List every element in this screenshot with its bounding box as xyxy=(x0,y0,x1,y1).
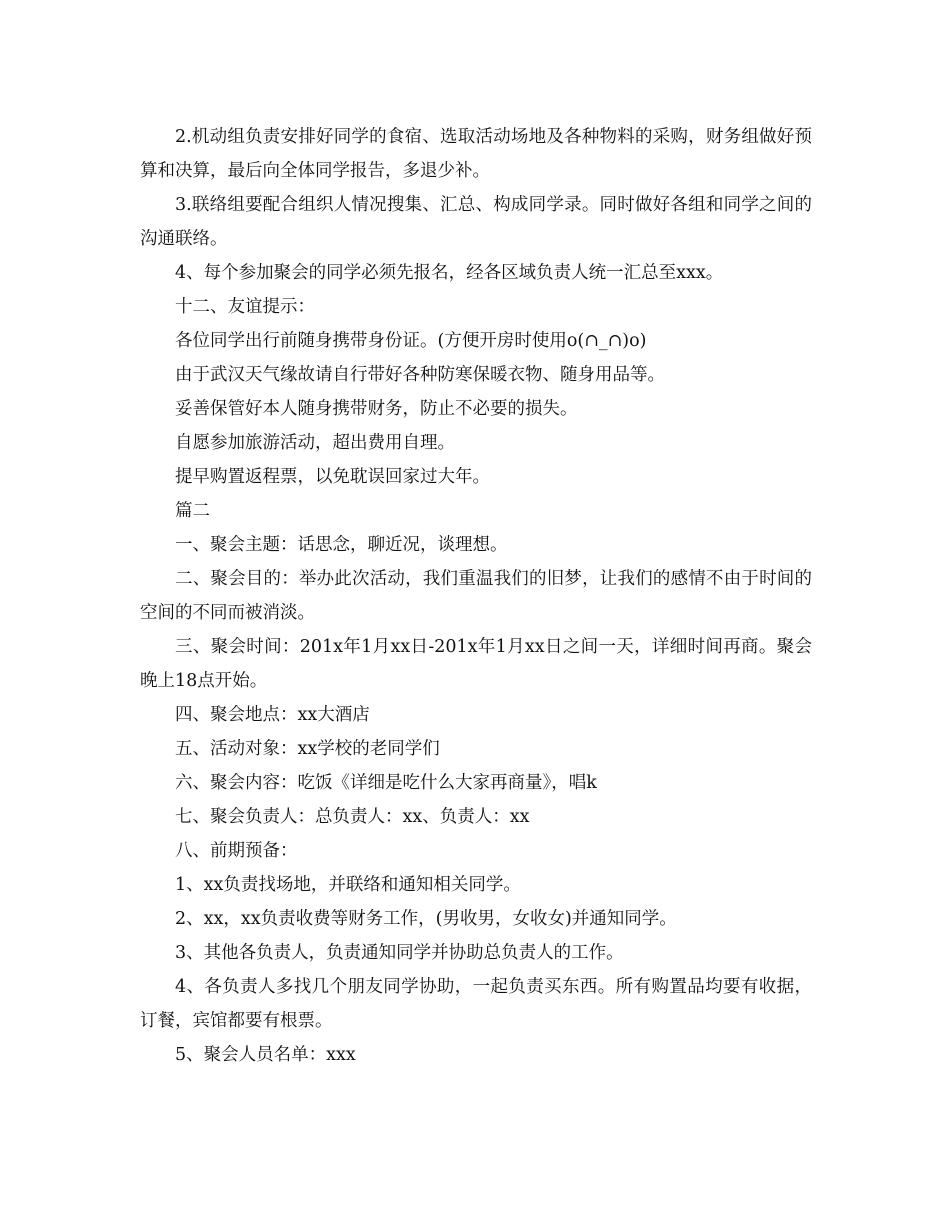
paragraph-registration: 4、每个参加聚会的同学必须先报名，经各区域负责人统一汇总至xxx。 xyxy=(175,263,724,283)
document-body xyxy=(140,120,812,1072)
paragraph-liaison-group-duties: 3.联络组要配合组织人情况搜集、汇总、构成同学录。同时做好各组和同学之间的沟通联络。 xyxy=(140,195,812,249)
item-time: 三、聚会时间：201x年1月xx日-201x年1月xx日之间一天，详细时间再商。聚会晚上18点开始。 xyxy=(140,637,812,691)
tip-belongings: 妥善保管好本人随身携带财务，防止不必要的损失。 xyxy=(175,399,578,419)
item-organizers: 七、聚会负责人：总负责人：xx、负责人：xx xyxy=(175,807,530,827)
prep-item-purchasing: 4、各负责人多找几个朋友同学协助，一起负责买东西。所有购置品均要有收据，订餐，宾馆都要有根票。 xyxy=(140,977,812,1031)
tip-id-card: 各位同学出行前随身携带身份证。(方便开房时使用o(∩_∩)o) xyxy=(175,331,647,351)
tip-return-ticket: 提早购置返程票，以免耽误回家过大年。 xyxy=(175,467,490,487)
item-theme: 一、聚会主题：话思念，聊近况，谈理想。 xyxy=(175,535,508,555)
item-content: 六、聚会内容：吃饭《详细是吃什么大家再商量》，唱k xyxy=(175,773,597,793)
section-heading-part-two: 篇二 xyxy=(175,501,210,521)
item-participants: 五、活动对象：xx学校的老同学们 xyxy=(175,739,440,759)
section-heading-preparation: 八、前期预备： xyxy=(175,841,298,861)
tip-travel-expenses: 自愿参加旅游活动，超出费用自理。 xyxy=(175,433,455,453)
prep-item-attendee-list: 5、聚会人员名单：xxx xyxy=(175,1045,356,1065)
prep-item-venue: 1、xx负责找场地，并联络和通知相关同学。 xyxy=(175,875,521,895)
section-heading-friendly-tips: 十二、友谊提示： xyxy=(175,297,315,317)
prep-item-notification: 3、其他各负责人，负责通知同学并协助总负责人的工作。 xyxy=(175,943,624,963)
paragraph-mobile-group-duties: 2.机动组负责安排好同学的食宿、选取活动场地及各种物料的采购，财务组做好预算和决算，最后向全体同学报告，多退少补。 xyxy=(140,127,812,181)
item-location: 四、聚会地点：xx大酒店 xyxy=(175,705,370,725)
tip-weather-clothing: 由于武汉天气缘故请自行带好各种防寒保暖衣物、随身用品等。 xyxy=(175,365,665,385)
item-purpose: 二、聚会目的：举办此次活动，我们重温我们的旧梦，让我们的感情不由于时间的空间的不同而被消淡。 xyxy=(140,569,812,623)
prep-item-finance: 2、xx，xx负责收费等财务工作，(男收男，女收女)并通知同学。 xyxy=(175,909,677,929)
